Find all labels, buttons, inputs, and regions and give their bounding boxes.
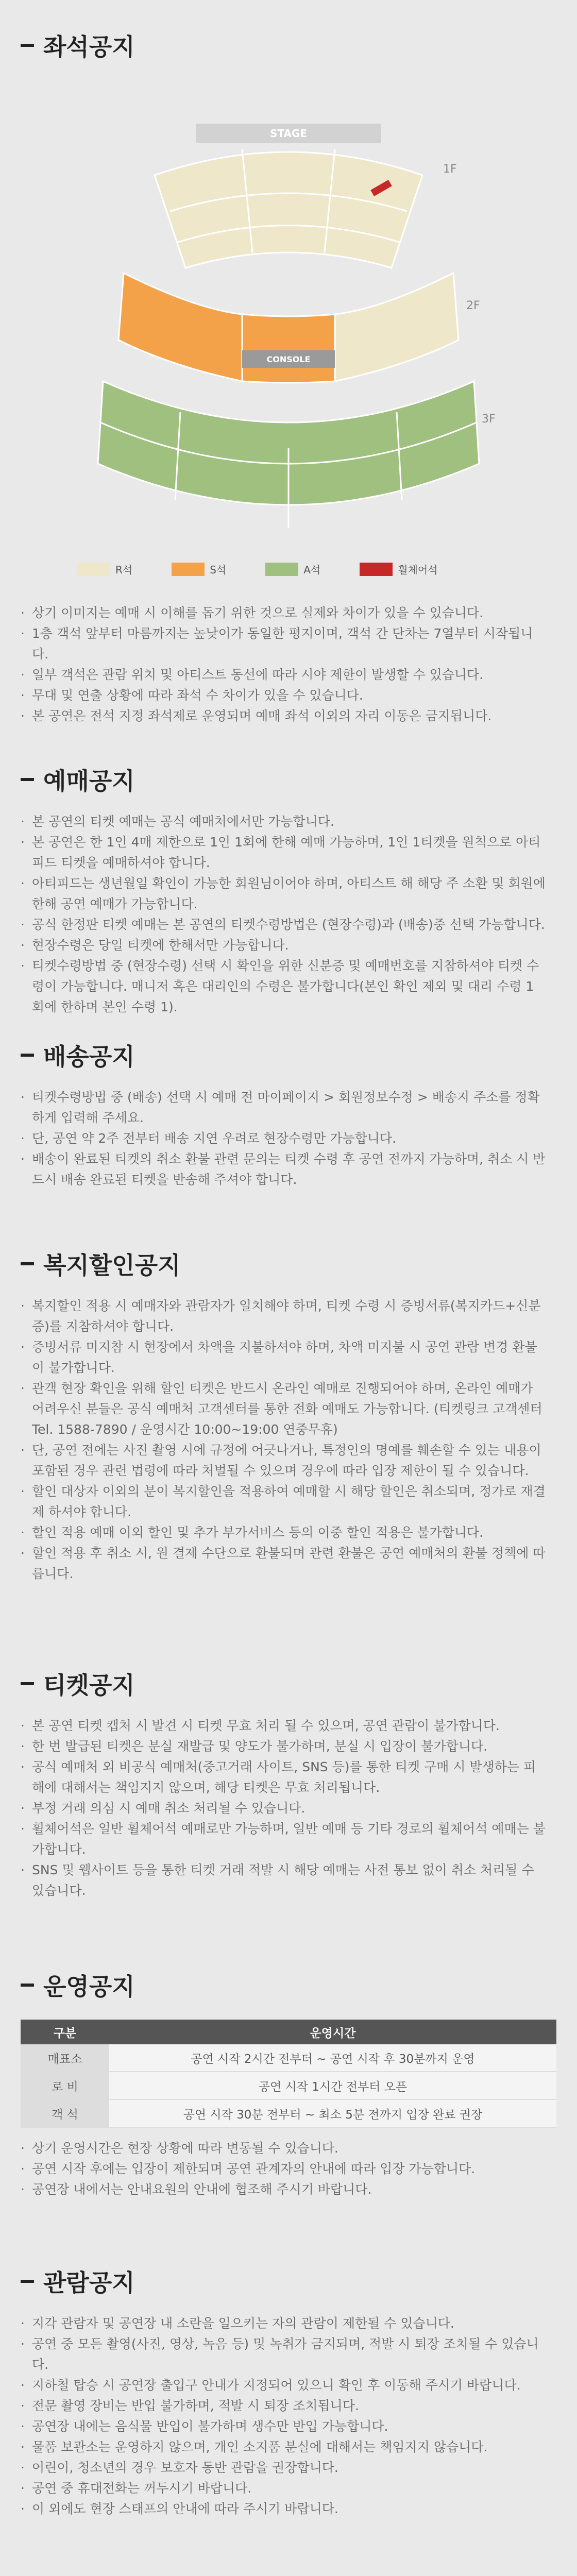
ticket-note: · 공식 예매처 외 비공식 예매처(중고거래 사이트, SNS 등)를 통한 티켓 구매 시 발생하는 피해에 대해서는 책임지지 않으며, 해당 티켓은 무효 처리됩니다. bbox=[21, 1757, 546, 1798]
legend-swatch-s bbox=[172, 563, 205, 576]
console-label: CONSOLE bbox=[266, 354, 311, 364]
booking-note: · 티켓수령방법 중 (현장수령) 선택 시 확인을 위한 신분증 및 예매번호를 지참하셔야 티켓 수령이 가능합니다. 매니저 혹은 대리인의 수령은 불가합니다(본인 확인 제외 및 대리 수령 1회에 한하며 본인 수령 1). bbox=[21, 956, 546, 1018]
operation-table-header-cell: 운영시간 bbox=[109, 2020, 556, 2044]
floor2-seats-right bbox=[335, 273, 459, 381]
table-cell: 공연 시작 2시간 전부터 ~ 공연 시작 후 30분까지 운영 bbox=[109, 2044, 556, 2072]
title-dash bbox=[21, 1054, 34, 1057]
viewing-note: · 공연 중 모든 촬영(사진, 영상, 녹음 등) 및 녹취가 금지되며, 적발 시 퇴장 조치될 수 있습니다. bbox=[21, 2334, 546, 2375]
booking-note: · 아티피드는 생년월일 확인이 가능한 회원님이어야 하며, 아티스트 해 해당 주 소환 및 회원에 한해 공연 예매가 가능합니다. bbox=[21, 873, 546, 914]
booking-title bbox=[21, 762, 135, 796]
operation-table-header-cell: 구분 bbox=[21, 2020, 109, 2044]
stage-label: STAGE bbox=[269, 127, 308, 140]
viewing-note: · 물품 보관소는 운영하지 않으며, 개인 소지품 분실에 대해서는 책임지지 않습니다. bbox=[21, 2437, 546, 2458]
seat-title bbox=[21, 28, 135, 62]
table-cell: 공연 시작 1시간 전부터 오픈 bbox=[109, 2072, 556, 2099]
viewing-title bbox=[21, 2264, 135, 2298]
seat-legend bbox=[77, 562, 438, 577]
discount-note: · 관객 현장 확인을 위해 할인 티켓은 반드시 온라인 예매로 진행되어야 하며, 온라인 예매가 어려우신 분들은 공식 예매처 고객센터를 통한 전화 예매도 가능합니다. (티켓링크 고객센터 Tel. 1588-7890 / 운영시간 10:00~19:00 연중무휴) bbox=[21, 1378, 546, 1440]
legend-item-s bbox=[172, 562, 226, 577]
legend-label-s: S석 bbox=[210, 564, 227, 576]
viewing-note: · 어린이, 청소년의 경우 보호자 동반 관람을 권장합니다. bbox=[21, 2458, 546, 2478]
seat-notes bbox=[21, 603, 546, 726]
ticket-title-text: 티켓공지 bbox=[43, 1671, 135, 1699]
title-dash bbox=[21, 1262, 34, 1265]
title-dash bbox=[21, 1682, 34, 1685]
delivery-title bbox=[21, 1038, 135, 1072]
discount-note: · 할인 적용 후 취소 시, 원 결제 수단으로 환불되며 관련 환불은 공연 예매처의 환불 정책에 따릅니다. bbox=[21, 1543, 546, 1584]
ticket-note: · 한 번 발급된 티켓은 분실 재발급 및 양도가 불가하며, 분실 시 입장이 불가합니다. bbox=[21, 1736, 546, 1757]
delivery-section bbox=[0, 1010, 577, 1216]
table-cell: 로 비 bbox=[21, 2072, 109, 2099]
discount-notes bbox=[21, 1296, 546, 1584]
title-dash bbox=[21, 778, 34, 781]
floor3-label: 3F bbox=[482, 413, 496, 426]
table-cell: 객 석 bbox=[21, 2099, 109, 2127]
table-row bbox=[21, 2099, 556, 2127]
ticket-section bbox=[0, 1638, 577, 1927]
discount-title bbox=[21, 1247, 181, 1281]
seat-note: · 1층 객석 앞부터 마름까지는 높낮이가 동일한 평지이며, 객석 간 단차는 7열부터 시작됩니다. bbox=[21, 623, 546, 665]
discount-note: · 단, 공연 전에는 사진 촬영 시에 규정에 어긋나거나, 특정인의 명예를 훼손할 수 있는 내용이 포함된 경우 관련 법령에 따라 처벌될 수 있으며 경우에 따라 입장 제한이 될 수 있습니다. bbox=[21, 1440, 546, 1481]
viewing-note: · 공연 중 휴대전화는 꺼두시기 바랍니다. bbox=[21, 2478, 546, 2499]
legend-item-r bbox=[77, 562, 132, 577]
seat-note: · 본 공연은 전석 지정 좌석제로 운영되며 예매 좌석 이외의 자리 이동은 금지됩니다. bbox=[21, 706, 546, 726]
table-row bbox=[21, 2072, 556, 2099]
discount-section bbox=[0, 1221, 577, 1633]
ticket-title bbox=[21, 1667, 135, 1701]
ticket-note: · 부정 거래 의심 시 예매 취소 처리될 수 있습니다. bbox=[21, 1798, 546, 1819]
booking-note: · 공식 한정판 티켓 예매는 본 공연의 티켓수령방법은 (현장수령)과 (배송)중 선택 가능합니다. bbox=[21, 914, 546, 935]
seat-note: · 일부 객석은 관람 위치 및 아티스트 동선에 따라 시야 제한이 발생할 수 있습니다. bbox=[21, 665, 546, 685]
booking-note: · 본 공연의 티켓 예매는 공식 예매처에서만 가능합니다. bbox=[21, 811, 546, 832]
ticket-note: · 본 공연 티켓 캡처 시 발견 시 티켓 무효 처리 될 수 있으며, 공연 관람이 불가합니다. bbox=[21, 1716, 546, 1736]
table-row bbox=[21, 2044, 556, 2072]
operation-section bbox=[0, 1937, 577, 2226]
operation-table bbox=[21, 2020, 556, 2128]
title-dash bbox=[21, 1984, 34, 1987]
floor2-label: 2F bbox=[466, 299, 480, 312]
floor1-label: 1F bbox=[443, 163, 457, 176]
viewing-note: · 지각 관람자 및 공연장 내 소란을 일으키는 자의 관람이 제한될 수 있습니다. bbox=[21, 2313, 546, 2334]
viewing-title-text: 관람공지 bbox=[43, 2269, 135, 2297]
operation-table-header bbox=[21, 2020, 556, 2044]
ticket-note: · SNS 및 웹사이트 등을 통한 티켓 거래 적발 시 해당 예매는 사전 통보 없이 취소 처리될 수 있습니다. bbox=[21, 1860, 546, 1901]
discount-note: · 할인 적용 예매 이외 할인 및 추가 부가서비스 등의 이중 할인 적용은 불가합니다. bbox=[21, 1522, 546, 1543]
operation-note: · 상기 운영시간은 현장 상황에 따라 변동될 수 있습니다. bbox=[21, 2138, 546, 2159]
delivery-title-text: 배송공지 bbox=[43, 1043, 135, 1071]
legend-label-wheelchair: 휠체어석 bbox=[398, 564, 438, 576]
title-dash bbox=[21, 44, 34, 47]
floor2-seats-center bbox=[242, 314, 335, 383]
operation-title-text: 운영공지 bbox=[43, 1973, 135, 2001]
booking-title-text: 예매공지 bbox=[43, 767, 135, 795]
floor1-seats bbox=[155, 152, 422, 268]
title-dash bbox=[21, 2280, 34, 2283]
seat-note: · 상기 이미지는 예매 시 이해를 돕기 위한 것으로 실제와 차이가 있을 수 있습니다. bbox=[21, 603, 546, 623]
legend-swatch-wheelchair bbox=[360, 563, 393, 576]
viewing-section bbox=[0, 2236, 577, 2576]
legend-swatch-r bbox=[77, 563, 110, 576]
discount-note: · 할인 대상자 이외의 분이 복지할인을 적용하여 예매할 시 해당 할인은 취소되며, 정가로 재결제 하셔야 합니다. bbox=[21, 1481, 546, 1522]
seat-note: · 무대 및 연출 상황에 따라 좌석 수 차이가 있을 수 있습니다. bbox=[21, 685, 546, 706]
ticket-note: · 휠체어석은 일반 휠체어석 예매로만 가능하며, 일반 예매 등 기타 경로의 휠체어석 예매는 불가합니다. bbox=[21, 1819, 546, 1860]
discount-note: · 증빙서류 미지참 시 현장에서 차액을 지불하셔야 하며, 차액 미지불 시 공연 관람 변경 환불이 불가합니다. bbox=[21, 1337, 546, 1378]
operation-notes bbox=[21, 2138, 546, 2200]
table-cell: 매표소 bbox=[21, 2044, 109, 2072]
viewing-notes bbox=[21, 2313, 546, 2519]
legend-label-r: R석 bbox=[115, 564, 133, 576]
table-cell: 공연 시작 30분 전부터 ~ 최소 5분 전까지 입장 완료 권장 bbox=[109, 2099, 556, 2127]
seat-section bbox=[0, 0, 577, 742]
delivery-note: · 배송이 완료된 티켓의 취소 환불 관련 문의는 티켓 수령 후 공연 전까지 가능하며, 취소 시 반드시 배송 완료된 티켓을 반송해 주셔야 합니다. bbox=[21, 1149, 546, 1190]
discount-note: · 복지할인 적용 시 예매자와 관람자가 일치해야 하며, 티켓 수령 시 증빙서류(복지카드+신분증)를 지참하셔야 합니다. bbox=[21, 1296, 546, 1337]
seat-map bbox=[0, 93, 577, 567]
operation-note: · 공연 시작 후에는 입장이 제한되며 공연 관계자의 안내에 따라 입장 가능합니다. bbox=[21, 2159, 546, 2179]
booking-notes bbox=[21, 811, 546, 1018]
legend-swatch-a bbox=[265, 563, 298, 576]
viewing-note: · 지하철 탑승 시 공연장 출입구 안내가 지정되어 있으니 확인 후 이동해 주시기 바랍니다. bbox=[21, 2375, 546, 2396]
viewing-note: · 공연장 내에는 음식물 반입이 불가하며 생수만 반입 가능합니다. bbox=[21, 2416, 546, 2437]
delivery-notes bbox=[21, 1087, 546, 1190]
legend-item-wheelchair bbox=[360, 562, 437, 577]
discount-title-text: 복지할인공지 bbox=[43, 1251, 181, 1279]
ticket-notes bbox=[21, 1716, 546, 1901]
legend-item-a bbox=[265, 562, 320, 577]
viewing-note: · 이 외에도 현장 스태프의 안내에 따라 주시기 바랍니다. bbox=[21, 2499, 546, 2519]
delivery-note: · 티켓수령방법 중 (배송) 선택 시 예매 전 마이페이지 > 회원정보수정 > 배송지 주소를 정확하게 입력해 주세요. bbox=[21, 1087, 546, 1128]
booking-note: · 현장수령은 당일 티켓에 한해서만 가능합니다. bbox=[21, 935, 546, 956]
viewing-note: · 전문 촬영 장비는 반입 불가하며, 적발 시 퇴장 조치됩니다. bbox=[21, 2396, 546, 2416]
seat-title-text: 좌석공지 bbox=[43, 33, 135, 61]
booking-note: · 본 공연은 한 1인 4매 제한으로 1인 1회에 한해 예매 가능하며, 1인 1티켓을 원칙으로 아티피드 티켓을 예매하셔야 합니다. bbox=[21, 832, 546, 873]
booking-section bbox=[0, 742, 577, 1014]
legend-label-a: A석 bbox=[303, 564, 321, 576]
operation-note: · 공연장 내에서는 안내요원의 안내에 협조해 주시기 바랍니다. bbox=[21, 2179, 546, 2200]
operation-title bbox=[21, 1968, 135, 2002]
delivery-note: · 단, 공연 약 2주 전부터 배송 지연 우려로 현장수령만 가능합니다. bbox=[21, 1128, 546, 1149]
floor2-seats-left bbox=[118, 273, 242, 381]
